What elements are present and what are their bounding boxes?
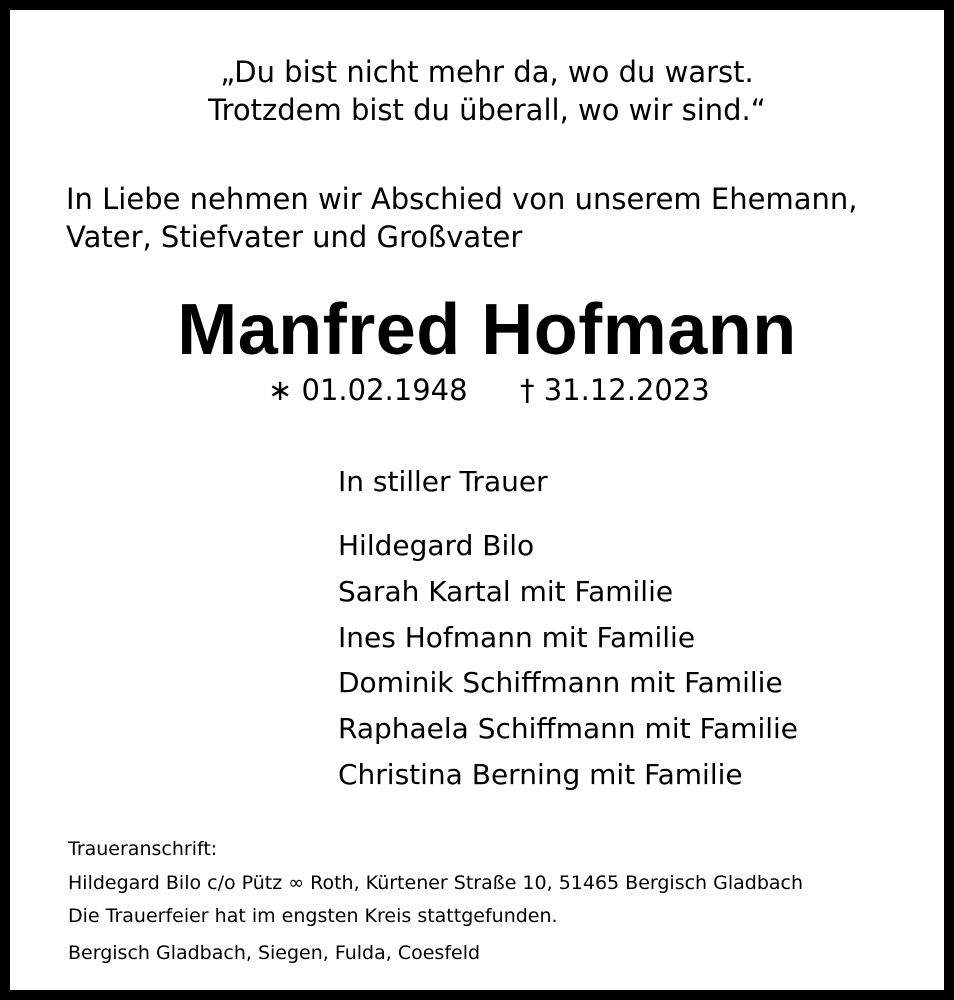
birth-date: ∗ 01.02.1948 [268,373,468,407]
quote-line-1: „Du bist nicht mehr da, wo du warst. [220,55,754,89]
mourning-heading: In stiller Trauer [338,465,548,498]
death-date: † 31.12.2023 [520,373,710,407]
intro-line-2: Vater, Stiefvater und Großvater [66,220,523,254]
ceremony-note: Die Trauerfeier hat im engsten Kreis stattgefunden. [68,905,558,927]
mourner-name: Ines Hofmann mit Familie [338,621,696,654]
deceased-name: Manfred Hofmann [177,290,797,370]
mourner-name: Christina Berning mit Familie [338,758,743,791]
mourner-name: Dominik Schiffmann mit Familie [338,666,783,699]
intro-line-1: In Liebe nehmen wir Abschied von unserem Ehemann, [66,182,858,216]
quote-line-2: Trotzdem bist du überall, wo wir sind.“ [208,93,766,127]
mourning-address: Hildegard Bilo c/o Pütz ∞ Roth, Kürtener Straße 10, 51465 Bergisch Gladbach [68,872,804,894]
mourner-name: Sarah Kartal mit Familie [338,575,674,608]
mourner-name: Hildegard Bilo [338,529,535,562]
mourner-name: Raphaela Schiffmann mit Familie [338,712,799,745]
places-line: Bergisch Gladbach, Siegen, Fulda, Coesfeld [68,942,481,964]
address-label: Traueranschrift: [68,838,218,860]
